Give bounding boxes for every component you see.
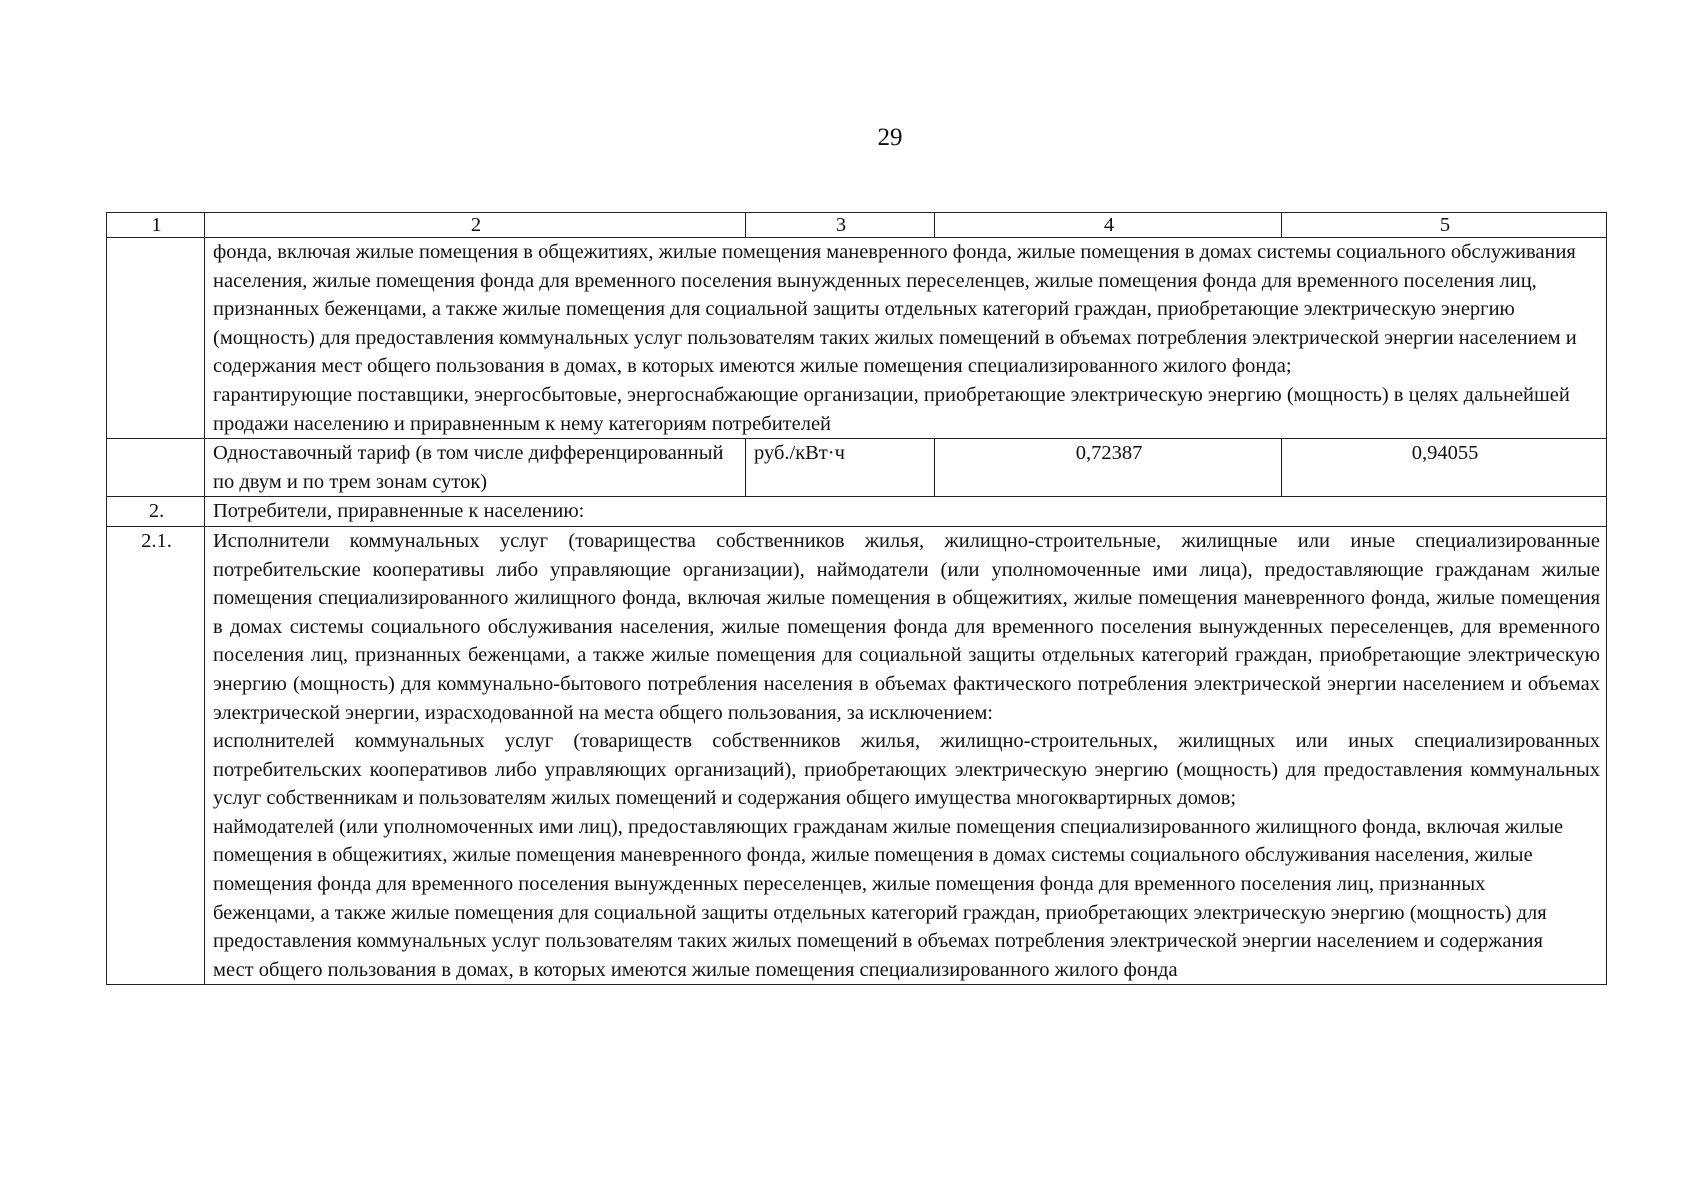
section-title: Потребители, приравненные к населению: [205, 497, 1607, 527]
column-header-1: 1 [107, 213, 205, 238]
continuation-number-cell [107, 238, 205, 439]
table-header-row [107, 213, 1607, 238]
section-paragraph: исполнителей коммунальных услуг (товариществ собственников жилья, жилищно-строительных, жилищных или иных специализированных потребительских кооперативов либо управляющих организаций), приобретающих электрическую энергию (мощность) для предоставления коммунальных услуг собственникам и пользователям жилых помещений и содержания общего имущества многоквартирных домов; [213, 730, 1600, 810]
section-row-2-1 [107, 526, 1607, 985]
continuation-row [107, 238, 1607, 439]
column-header-2: 2 [205, 213, 746, 238]
section-text-cell [205, 526, 1607, 985]
tariff-unit: руб./кВт·ч [746, 439, 935, 497]
continuation-paragraph: фонда, включая жилые помещения в общежитиях, жилые помещения маневренного фонда, жилые помещения в домах системы социального обслуживания населения, жилые помещения фонда для временного поселения вынужденных переселенцев, жилые помещения фонда для временного поселения лиц, признанных беженцами, а также жилые помещения для социальной защиты отдельных категорий граждан, приобретающие электрическую энергию (мощность) для предоставления коммунальных услуг пользователям таких жилых помещений в объемах потребления электрической энергии населением и содержания мест общего пользования в домах, в которых имеются жилые помещения специализированного жилого фонда; [213, 241, 1577, 378]
tariff-number-cell [107, 439, 205, 497]
column-header-4: 4 [935, 213, 1282, 238]
tariff-name: Одноставочный тариф (в том числе дифференцированный по двум и по трем зонам суток) [205, 439, 746, 497]
page-number: 29 [877, 124, 903, 151]
tariff-row [107, 439, 1607, 497]
continuation-text-cell [205, 238, 1607, 439]
section-paragraph: Исполнители коммунальных услуг (товарищества собственников жилья, жилищно-строительные, жилищные или иные специализированные потребительские кооперативы либо управляющие организации), наймодатели (или уполномоченные ими лица), предоставляющие гражданам жилые помещения специализированного жилищного фонда, включая жилые помещения в общежитиях, жилые помещения маневренного фонда, жилые помещения в домах системы социального обслуживания населения, жилые помещения фонда для временного поселения вынужденных переселенцев, для временного поселения лиц, признанных беженцами, а также жилые помещения для социальной защиты отдельных категорий граждан, приобретающие электрическую энергию (мощность) для коммунально-бытового потребления населения в объемах фактического потребления электрической энергии населением и объемах электрической энергии, израсходованной на места общего пользования, за исключением: [213, 529, 1600, 724]
column-header-5: 5 [1282, 213, 1607, 238]
tariff-value-second-half: 0,94055 [1282, 439, 1607, 497]
section-paragraph: наймодателей (или уполномоченных ими лиц), предоставляющих гражданам жилые помещения специализированного жилищного фонда, включая жилые помещения в общежитиях, жилые помещения маневренного фонда, жилые помещения в домах системы социального обслуживания населения, жилые помещения фонда для временного поселения вынужденных переселенцев, жилые помещения фонда для временного поселения лиц, признанных беженцами, а также жилые помещения для социальной защиты отдельных категорий граждан, приобретающих электрическую энергию (мощность) для предоставления коммунальных услуг пользователям таких жилых помещений в объемах потребления электрической энергии населением и содержания мест общего пользования в домах, в которых имеются жилые помещения специализированного жилого фонда [213, 815, 1564, 981]
continuation-paragraph: гарантирующие поставщики, энергосбытовые, энергоснабжающие организации, приобретающие электрическую энергию (мощность) в целях дальнейшей продажи населению и приравненным к нему категориям потребителей [213, 383, 1570, 435]
column-header-3: 3 [746, 213, 935, 238]
tariff-table [106, 212, 1607, 985]
row-number: 2.1. [107, 526, 205, 985]
tariff-value-first-half: 0,72387 [935, 439, 1282, 497]
row-number: 2. [107, 497, 205, 527]
section-row-2 [107, 497, 1607, 527]
